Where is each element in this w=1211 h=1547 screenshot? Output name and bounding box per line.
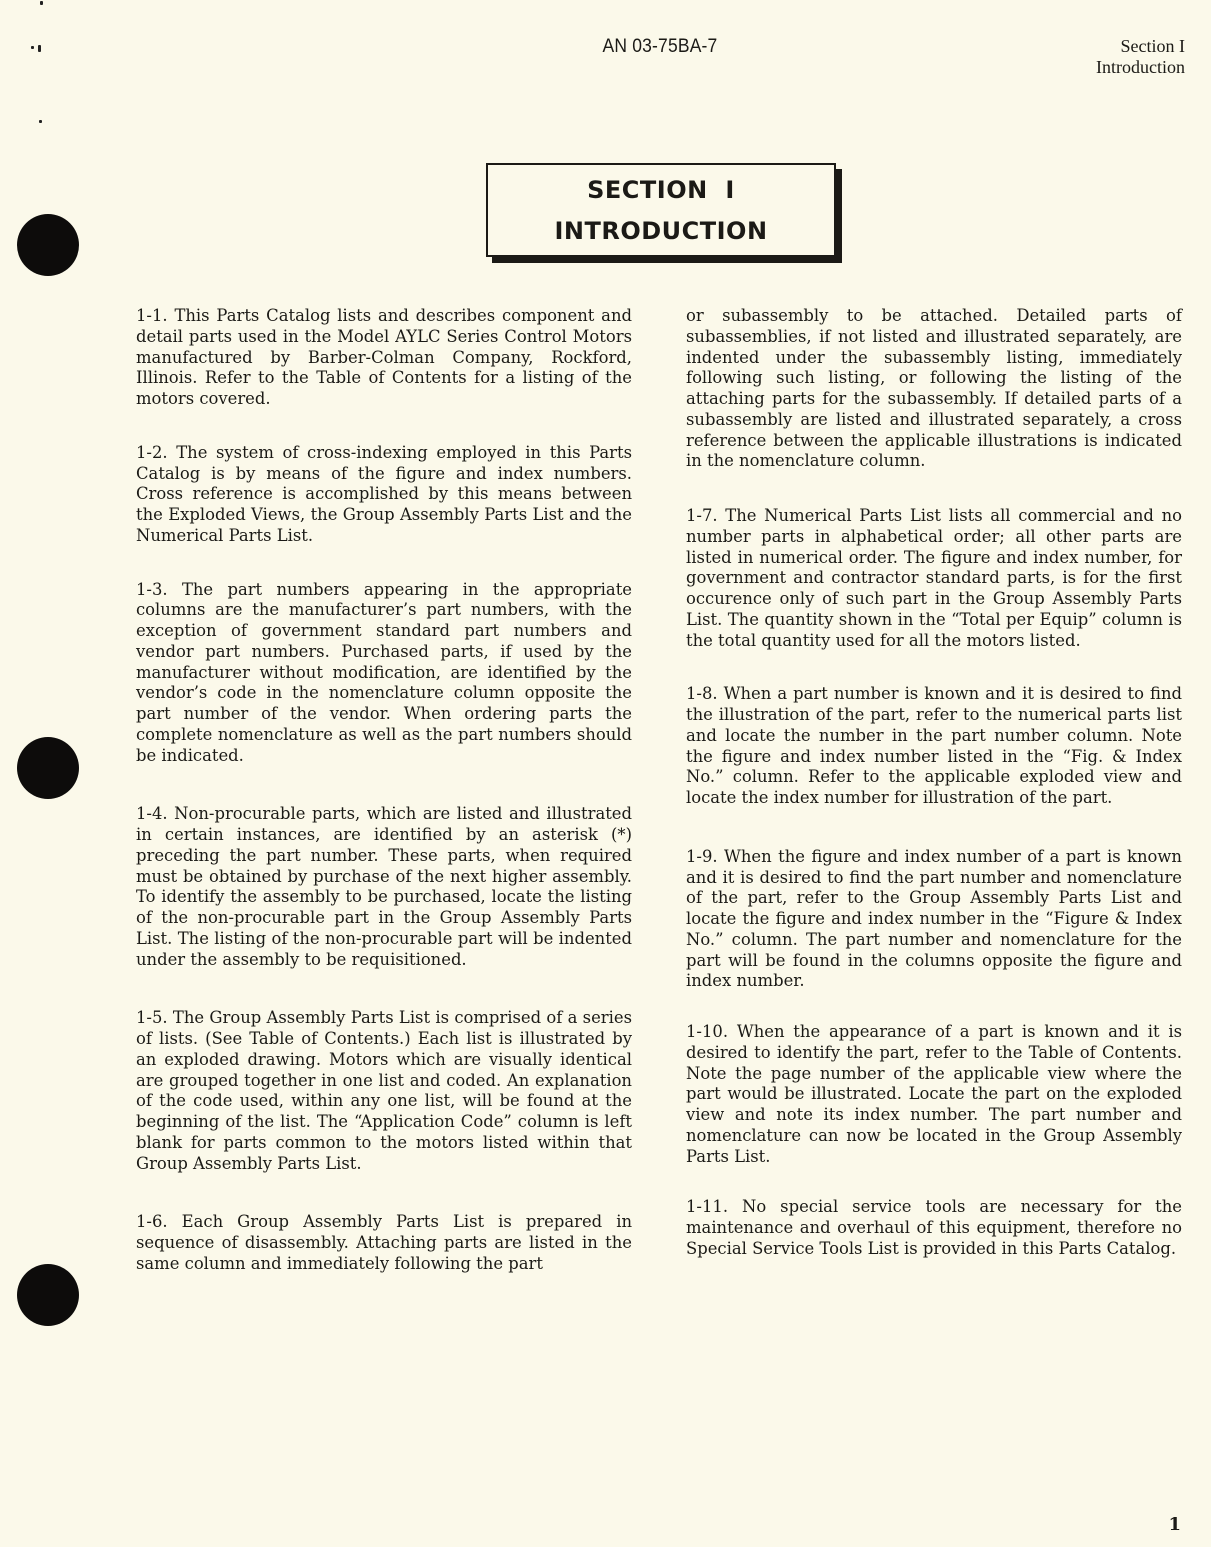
scan-speck xyxy=(38,45,41,52)
section-title: SECTION I xyxy=(587,176,735,204)
section-header xyxy=(1096,36,1185,78)
paragraph-1-1: 1-1. This Parts Catalog lists and describes component and detail parts used in the Model AYLC Series Control Motors manufactured by Barber-Colman Company, Rockford, Illinois. Refer to the Table of Contents for a listing of the motors covered. xyxy=(136,306,632,408)
left-column xyxy=(136,306,632,1275)
paragraph-1-10: 1-10. When the appearance of a part is known and it is desired to identify the part, refer to the Table of Contents. Note the page number of the applicable view where the part would be illustrated. Locate the part on the exploded view and note its index number. The part number and nomenclature can now be located in the Group Assembly Parts List. xyxy=(686,1022,1182,1166)
section-title-box xyxy=(486,163,836,257)
punch-hole-middle xyxy=(17,737,79,799)
paragraph-1-3: 1-3. The part numbers appearing in the appropriate columns are the manufacturer’s part numbers, with the exception of government standard part numbers and vendor part numbers. Purchased parts, if used by the manufacturer without modification, are identified by the vendor’s code in the nomenclature column opposite the part number of the vendor. When ordering parts the complete nomenclature as well as the part numbers should be indicated. xyxy=(136,579,632,765)
paragraph-1-4: 1-4. Non-procurable parts, which are listed and illustrated in certain instances, are identified by an asterisk (*) preceding the part number. These parts, when required must be obtained by purchase of the next higher assembly. To identify the assembly to be purchased, locate the listing of the non-procurable part in the Group Assembly Parts List. The listing of the non-procurable part will be indented under the assembly to be requisitioned. xyxy=(136,804,632,969)
section-label: Section I xyxy=(1120,36,1185,56)
paragraph-1-9: 1-9. When the figure and index number of a part is known and it is desired to find the part number and nomenclature of the part, refer to the Group Assembly Parts List and locate the figure and index number in the “Figure & Index No.” column. The part number and nomenclature for the part will be found in the columns opposite the figure and index number. xyxy=(686,846,1182,991)
document-number: AN 03-75BA-7 xyxy=(602,36,718,57)
punch-hole-top xyxy=(17,214,79,276)
paragraph-1-6-start: 1-6. Each Group Assembly Parts List is prepared in sequence of disassembly. Attaching parts are listed in the same column and immediately following the part xyxy=(136,1212,632,1273)
scan-speck xyxy=(31,46,34,49)
page-number: 1 xyxy=(1168,1514,1181,1535)
right-column xyxy=(686,306,1182,1260)
section-subtitle: INTRODUCTION xyxy=(554,217,768,245)
paragraph-1-7: 1-7. The Numerical Parts List lists all commercial and no number parts in alphabetical order; all other parts are listed in numerical order. The figure and index number, for government and contractor standard parts, is for the first occurence only of such part in the Group Assembly Parts List. The quantity shown in the “Total per Equip” column is the total quantity used for all the motors listed. xyxy=(686,506,1182,650)
paragraph-1-6-continued: or subassembly to be attached. Detailed parts of subassemblies, if not listed and illustrated separately, are indented under the subassembly listing, immediately following such listing, or following the listing of the attaching parts for the subassembly. If detailed parts of a subassembly are listed and illustrated separately, a cross reference between the applicable illustrations is indicated in the nomenclature column. xyxy=(686,306,1182,471)
scan-speck xyxy=(39,120,42,123)
paragraph-1-8: 1-8. When a part number is known and it is desired to find the illustration of the part, refer to the numerical parts list and locate the number in the part number column. Note the figure and index number listed in the “Fig. & Index No.” column. Refer to the applicable exploded view and locate the index number for illustration of the part. xyxy=(686,684,1182,807)
section-name: Introduction xyxy=(1096,57,1185,77)
paragraph-1-2: 1-2. The system of cross-indexing employed in this Parts Catalog is by means of the figure and index numbers. Cross reference is accomplished by this means between the Exploded Views, the Group Assembly Parts List and the Numerical Parts List. xyxy=(136,442,632,545)
punch-hole-bottom xyxy=(17,1264,79,1326)
scan-speck xyxy=(40,1,43,5)
paragraph-1-11: 1-11. No special service tools are necessary for the maintenance and overhaul of this equipment, therefore no Special Service Tools List is provided in this Parts Catalog. xyxy=(686,1197,1182,1258)
paragraph-1-5: 1-5. The Group Assembly Parts List is comprised of a series of lists. (See Table of Contents.) Each list is illustrated by an exploded drawing. Motors which are visually identical are grouped together in one list and coded. An explanation of the code used, within any one list, will be found at the beginning of the list. The “Application Code” column is left blank for parts common to the motors listed within that Group Assembly Parts List. xyxy=(136,1008,632,1173)
